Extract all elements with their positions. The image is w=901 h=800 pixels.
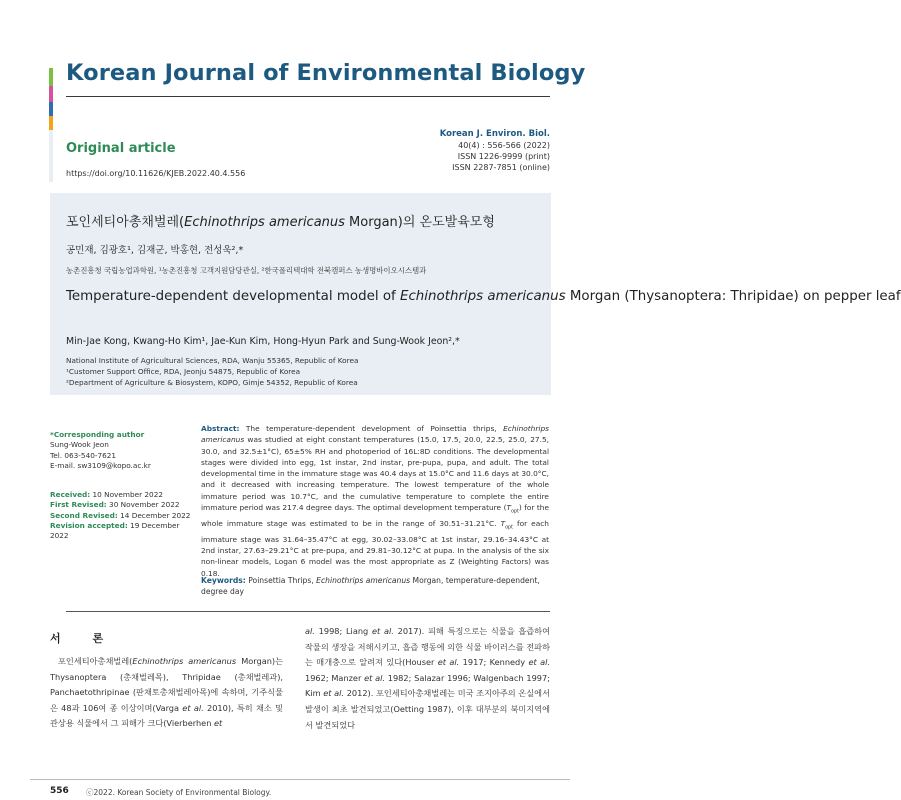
date-received: Received: 10 November 2022 (50, 490, 163, 500)
body-rule (66, 611, 550, 612)
doi-link[interactable]: https://doi.org/10.11626/KJEB.2022.40.4.556 (66, 169, 246, 178)
corresponding-email[interactable]: E-mail. sw3109@kopo.ac.kr (50, 460, 151, 470)
article-info-sidebar (50, 430, 200, 542)
journal-title: Korean Journal of Environmental Biology (66, 60, 586, 86)
body-column-left: 포인세티아총채벌레(Echinothrips americanus Morgan)는 Thysanoptera (총채벌레목), Thripidae (총채벌레과), Panchaetothripinae (판채토총채벌레아목)에 속하며, 기주식물은 48과 106여 종 이상이며(Varga et al. 2010), 특히 채소 및 관상용 식물에서 그 피해가 크다(Vierberhen et (50, 656, 284, 729)
abstract: Abstract: The temperature-dependent development of Poinsettia thrips, Echinothrips americanus was studied at eight constant temperatures (15.0, 17.5, 20.0, 22.5, 25.0, 27.5, 30.0, and 32.5±1°C), 65±5% RH and photoperiod of 16L:8D conditions. The developmental stages were divided into egg, 1st instar, 2nd instar, pre-pupa, pupa, and adult. The total developmental time in the immature stage was 40.4 days at 15.0°C and 11.6 days at 30.0°C, and it decreased with increasing temperature. The lowest temperature of the whole immature period was 10.7°C, and the cumulative temperature to complete the entire immature period was 217.4 degree days. The optimal development temperature $(T_{opt})$ for the whole immature stage was estimated to be in the range of 30.51–31.21°C. $T_{opt}$ for each immature stage was 31.64–35.47°C at egg, 30.02–33.08°C at 1st instar, 29.16–34.43°C at 2nd instar, 27.63–29.21°C at pre-pupa, and 29.81–30.12°C at pupa. In the analysis of the six non-linear models, Logan 6 model was the most appropriate as Z (Weighting Factors) was 0.18. (201, 424, 549, 578)
citation-block (440, 129, 550, 173)
copyright: ⓒ2022. Korean Society of Environmental Biology. (86, 788, 272, 797)
body-column-right: al. 1998; Liang et al. 2017). 피해 특징으로는 식물을 흡즙하여 작물의 생장을 저해시키고, 흡즙 행동에 의한 식물 바이러스를 전파하는 매개충으로 알려져 있다(Houser et al. 1917; Kennedy et al. 1962; Manzer et al. 1982; Salazar 1996; Walgenbach 1997; Kim et al. 2012). 포인세티아총채벌레는 미국 조지아주의 온실에서 발생이 최초 발견되었고(Oetting 1987), 이후 대부분의 북미지역에서 발견되었다 (305, 626, 551, 730)
english-title: Temperature-dependent developmental model of Echinothrips americanus Morgan (Thysanoptera: Thripidae) on pepper leaf (66, 289, 901, 304)
affiliation-line: ¹Customer Support Office, RDA, Jeonju 54875, Republic of Korea (66, 367, 301, 376)
korean-authors: 공민재, 김광호¹, 김재군, 박홍현, 전성욱²,* (66, 245, 244, 256)
english-affiliations (66, 355, 358, 388)
article-type: Original article (66, 141, 176, 156)
date-first-revised: First Revised: 30 November 2022 (50, 500, 180, 510)
date-accepted: Revision accepted: 19 December 2022 (50, 521, 180, 541)
color-stripe-pink (49, 86, 53, 102)
color-stripe-green (49, 68, 53, 86)
color-stripe-orange (49, 116, 53, 130)
header-rule (66, 96, 550, 97)
corresponding-heading: *Corresponding author (50, 430, 145, 439)
footer-rule (30, 779, 570, 780)
color-stripe-blue (49, 102, 53, 116)
title-box (50, 193, 901, 395)
corresponding-tel: Tel. 063-540-7621 (50, 450, 117, 460)
page-number: 556 (50, 786, 69, 796)
korean-title: 포인세티아총채벌레(Echinothrips americanus Morgan)의 온도발육모형 (66, 215, 495, 230)
korean-affiliations: 농촌진흥청 국립농업과학원, ¹농촌진흥청 고객지원담당관실, ²한국폴리텍대학 전북캠퍼스 농생명바이오시스템과 (66, 266, 427, 275)
section-heading-introduction: 서 론 (50, 632, 118, 645)
issn-online: ISSN 2287-7851 (online) (452, 163, 550, 172)
affiliation-line: ²Department of Agriculture & Biosystem, KOPO, Gimje 54352, Republic of Korea (66, 378, 358, 387)
color-stripe-grey (49, 130, 53, 182)
date-second-revised: Second Revised: 14 December 2022 (50, 510, 191, 520)
issn-print: ISSN 1226-9999 (print) (457, 152, 550, 161)
volume-pages: 40(4) : 556-566 (2022) (458, 141, 550, 150)
english-authors: Min-Jae Kong, Kwang-Ho Kim¹, Jae-Kun Kim, Hong-Hyun Park and Sung-Wook Jeon²,* (66, 336, 460, 347)
journal-abbrev: Korean J. Environ. Biol. (439, 129, 550, 139)
keywords: Keywords: Poinsettia Thrips, Echinothrips americanus Morgan, temperature-dependent, degree day (201, 576, 540, 596)
affiliation-line: National Institute of Agricultural Sciences, RDA, Wanju 55365, Republic of Korea (66, 356, 359, 365)
corresponding-name: Sung-Wook Jeon (50, 440, 109, 450)
